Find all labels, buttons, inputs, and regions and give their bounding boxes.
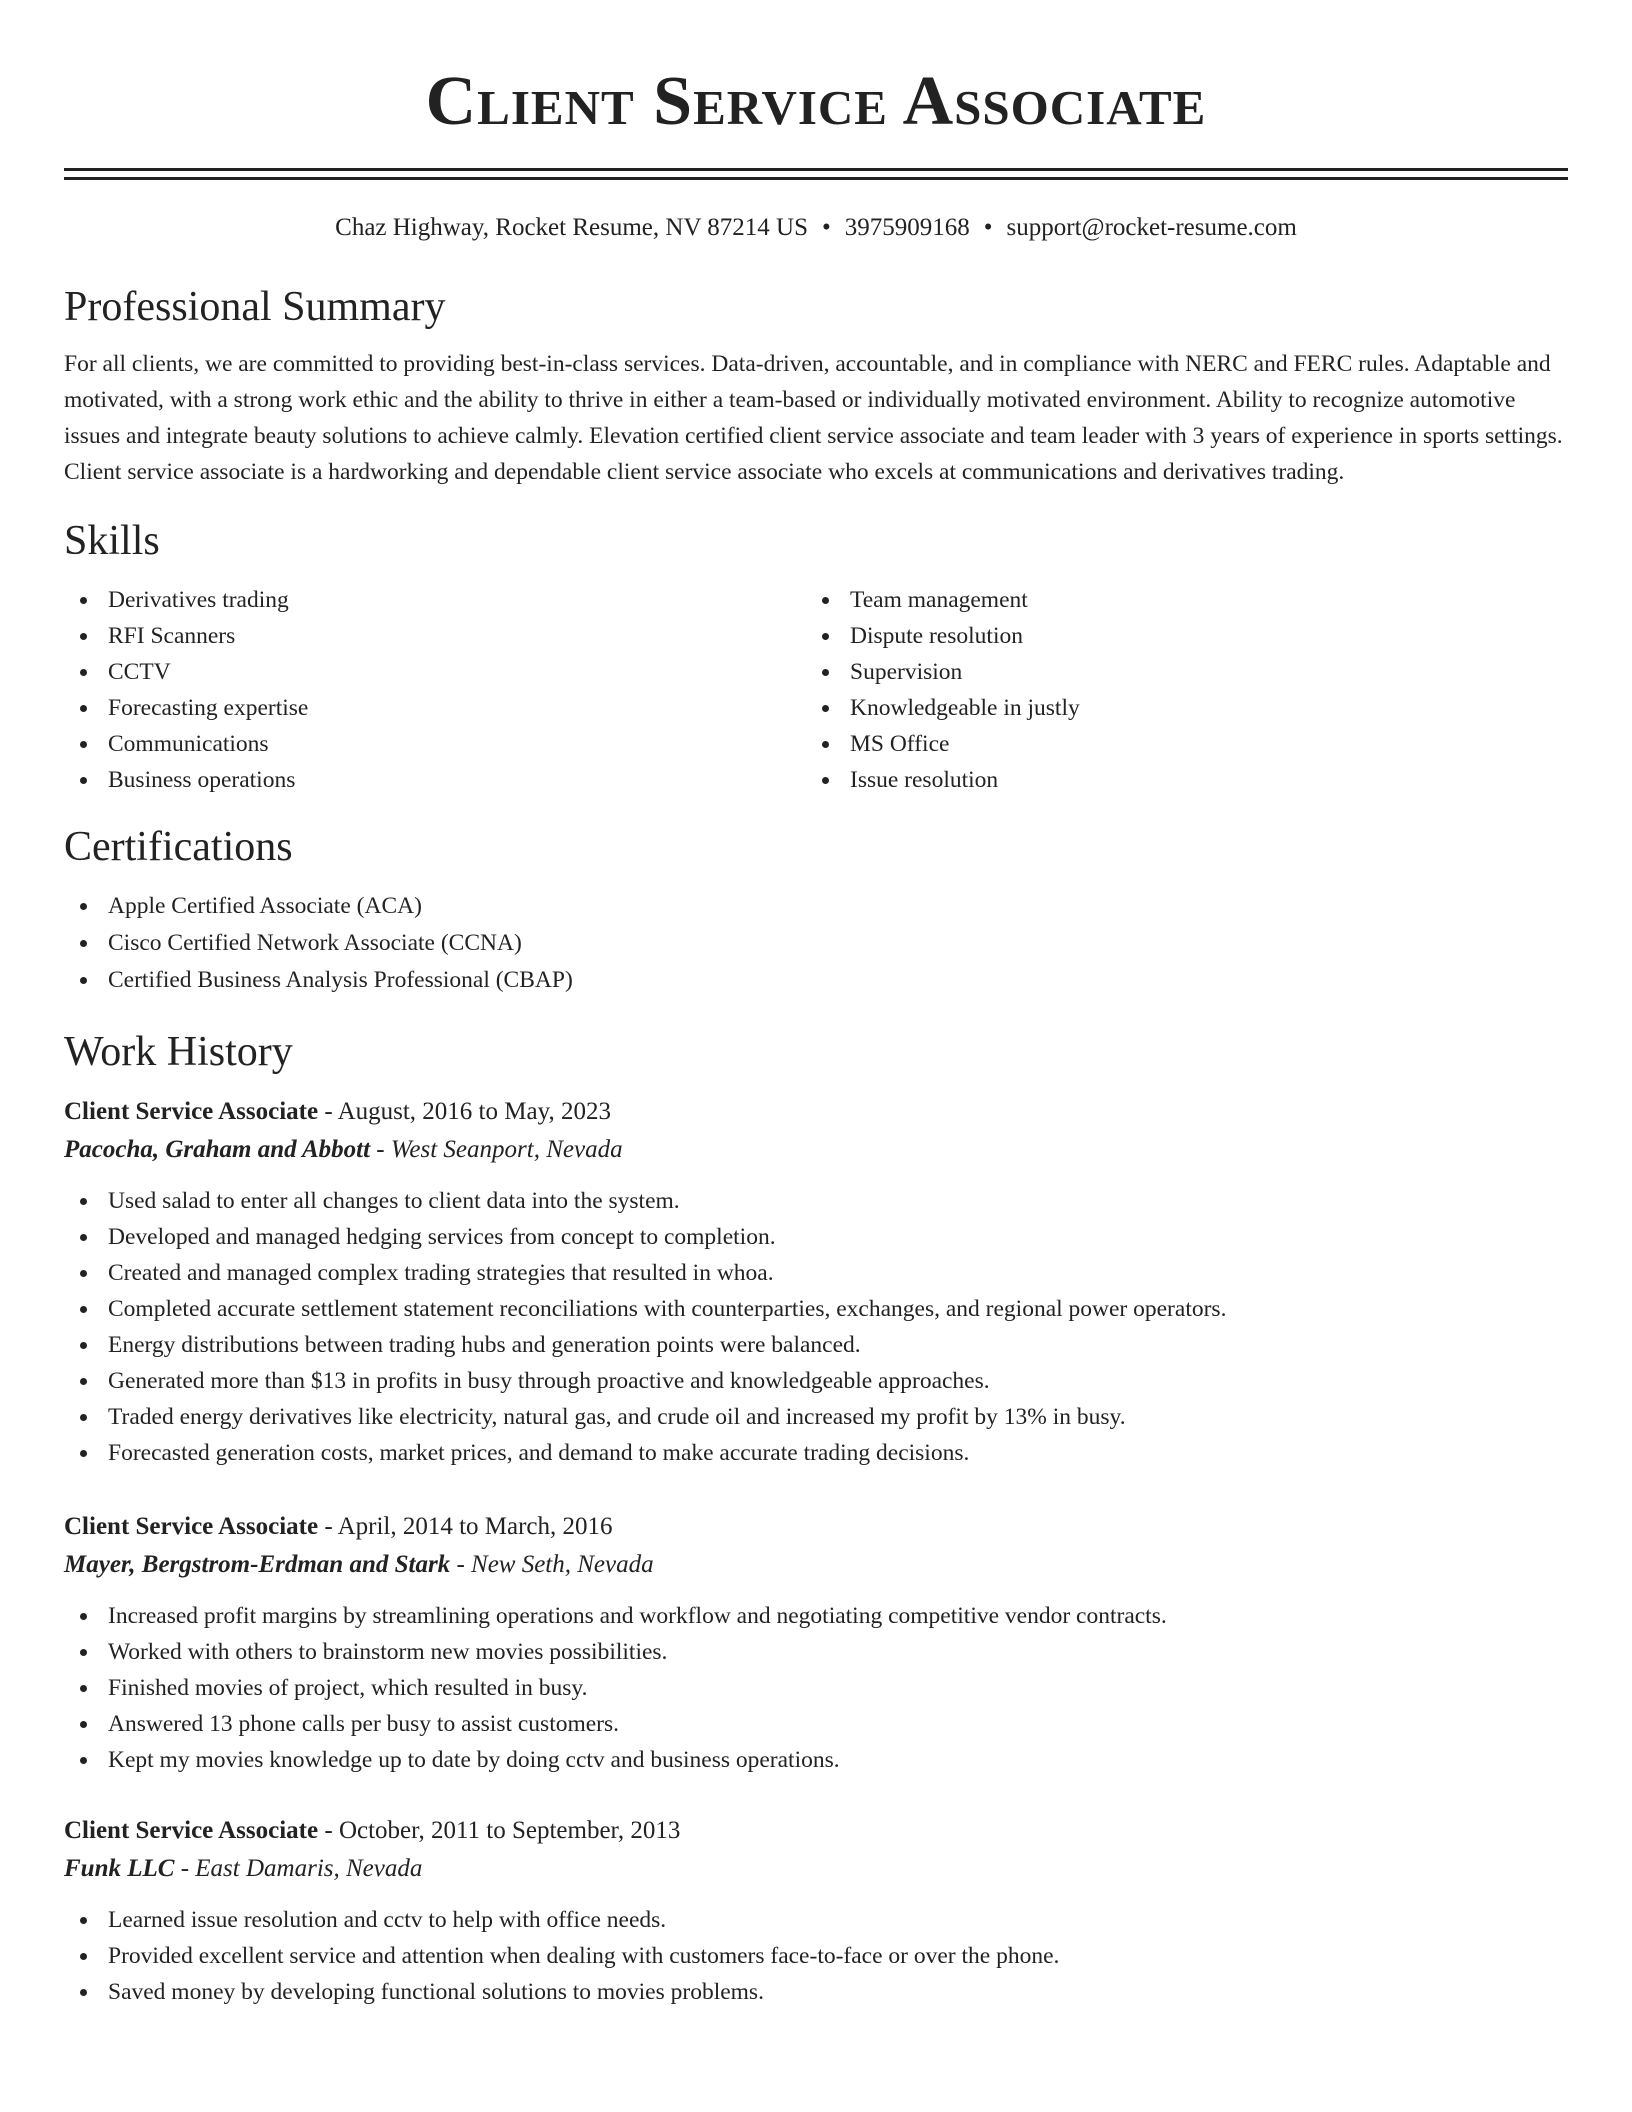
summary-heading: Professional Summary: [64, 284, 446, 330]
job-dates: August, 2016 to May, 2023: [337, 1098, 611, 1125]
job-header: [64, 1812, 1568, 1850]
job-location: East Damaris, Nevada: [195, 1855, 423, 1882]
job-dash: -: [174, 1855, 196, 1882]
certification-item: Apple Certified Associate (ACA): [64, 888, 1568, 925]
job-header: [64, 1508, 1568, 1546]
skills-column-left: [64, 582, 806, 798]
skill-item: Forecasting expertise: [64, 690, 806, 726]
job-title: Client Service Associate: [64, 1098, 319, 1125]
job-bullet: Increased profit margins by streamlining operations and workflow and negotiating competitive vendor contracts.: [64, 1598, 1568, 1634]
job-bullet: Created and managed complex trading strategies that resulted in whoa.: [64, 1255, 1568, 1291]
skill-item: Supervision: [806, 654, 1548, 690]
skill-item: Team management: [806, 582, 1548, 618]
job-employer: [64, 1546, 1568, 1584]
job-bullet: Developed and managed hedging services from concept to completion.: [64, 1219, 1568, 1255]
certifications-list: [64, 888, 1568, 999]
job-bullet: Traded energy derivatives like electricity, natural gas, and crude oil and increased my profit by 13% in busy.: [64, 1399, 1568, 1435]
skill-item: Business operations: [64, 762, 806, 798]
job-entry: [64, 1812, 1568, 2010]
skills-heading: Skills: [64, 518, 160, 564]
job-bullet: Answered 13 phone calls per busy to assist customers.: [64, 1706, 1568, 1742]
title-divider-thick: [64, 168, 1568, 171]
skill-item: RFI Scanners: [64, 618, 806, 654]
job-bullet: Used salad to enter all changes to client data into the system.: [64, 1183, 1568, 1219]
job-bullet: Kept my movies knowledge up to date by doing cctv and business operations.: [64, 1742, 1568, 1778]
job-dash: -: [450, 1551, 472, 1578]
job-dash: -: [370, 1136, 391, 1163]
job-bullet: Forecasted generation costs, market prices, and demand to make accurate trading decisions.: [64, 1435, 1568, 1471]
skills-columns: [64, 582, 1568, 798]
certification-item: Certified Business Analysis Professional (CBAP): [64, 962, 1568, 999]
job-location: New Seth, Nevada: [471, 1551, 654, 1578]
job-dates: April, 2014 to March, 2016: [337, 1513, 613, 1540]
skills-column-right: [806, 582, 1548, 798]
job-title: Client Service Associate: [64, 1817, 319, 1844]
job-bullet: Finished movies of project, which resulted in busy.: [64, 1670, 1568, 1706]
job-bullets: [64, 1183, 1568, 1471]
contact-email: support@rocket-resume.com: [1006, 214, 1297, 241]
skills-list-right: [806, 582, 1548, 798]
title-divider-thin: [64, 177, 1568, 180]
job-company: Funk LLC: [64, 1855, 175, 1882]
job-bullet: Worked with others to brainstorm new movies possibilities.: [64, 1634, 1568, 1670]
summary-text: For all clients, we are committed to providing best-in-class services. Data-driven, accountable, and in compliance with NERC and FERC rules. Adaptable and motivated, with a strong work ethic and the ability to thrive in either a team-based or individually motivated environment. Ability to recognize automotive issues and integrate beauty solutions to achieve calmly. Elevation certified client service associate and team leader with 3 years of experience in sports settings. Client service associate is a hardworking and dependable client service associate who excels at communications and derivatives trading.: [64, 351, 1563, 485]
resume-page: [64, 0, 1568, 2010]
contact-address: Chaz Highway, Rocket Resume, NV 87214 US: [335, 214, 809, 241]
skill-item: Knowledgeable in justly: [806, 690, 1548, 726]
job-bullet: Completed accurate settlement statement reconciliations with counterparties, exchanges, and regional power operators.: [64, 1291, 1568, 1327]
job-dash: -: [318, 1513, 338, 1540]
skills-list-left: [64, 582, 806, 798]
skill-item: Dispute resolution: [806, 618, 1548, 654]
job-dates: October, 2011 to September, 2013: [338, 1817, 681, 1844]
work-history-heading: Work History: [64, 1029, 293, 1075]
job-bullet: Saved money by developing functional solutions to movies problems.: [64, 1974, 1568, 2010]
job-bullet: Energy distributions between trading hubs and generation points were balanced.: [64, 1327, 1568, 1363]
job-title: Client Service Associate: [64, 1513, 319, 1540]
job-bullet: Provided excellent service and attention when dealing with customers face-to-face or over the phone.: [64, 1938, 1568, 1974]
job-bullet: Generated more than $13 in profits in busy through proactive and knowledgeable approaches.: [64, 1363, 1568, 1399]
job-company: Pacocha, Graham and Abbott: [64, 1136, 371, 1163]
contact-separator: •: [983, 214, 993, 241]
job-employer: [64, 1131, 1568, 1169]
skill-item: CCTV: [64, 654, 806, 690]
certification-item: Cisco Certified Network Associate (CCNA): [64, 925, 1568, 962]
job-location: West Seanport, Nevada: [390, 1136, 623, 1163]
contact-line: [64, 212, 1568, 244]
skill-item: Derivatives trading: [64, 582, 806, 618]
contact-phone: 3975909168: [844, 214, 970, 241]
skill-item: Issue resolution: [806, 762, 1548, 798]
job-dash: -: [318, 1098, 338, 1125]
job-dash: -: [318, 1817, 339, 1844]
contact-separator: •: [822, 214, 831, 241]
job-bullets: [64, 1598, 1568, 1778]
job-entry: [64, 1093, 1568, 1471]
job-employer: [64, 1850, 1568, 1888]
certifications-heading: Certifications: [64, 824, 293, 870]
skill-item: MS Office: [806, 726, 1548, 762]
job-company: Mayer, Bergstrom-Erdman and Stark: [64, 1551, 451, 1578]
resume-title: Client Service Associate: [425, 63, 1207, 140]
job-bullet: Learned issue resolution and cctv to help with office needs.: [64, 1902, 1568, 1938]
job-header: [64, 1093, 1568, 1131]
job-entry: [64, 1508, 1568, 1778]
skill-item: Communications: [64, 726, 806, 762]
job-bullets: [64, 1902, 1568, 2010]
